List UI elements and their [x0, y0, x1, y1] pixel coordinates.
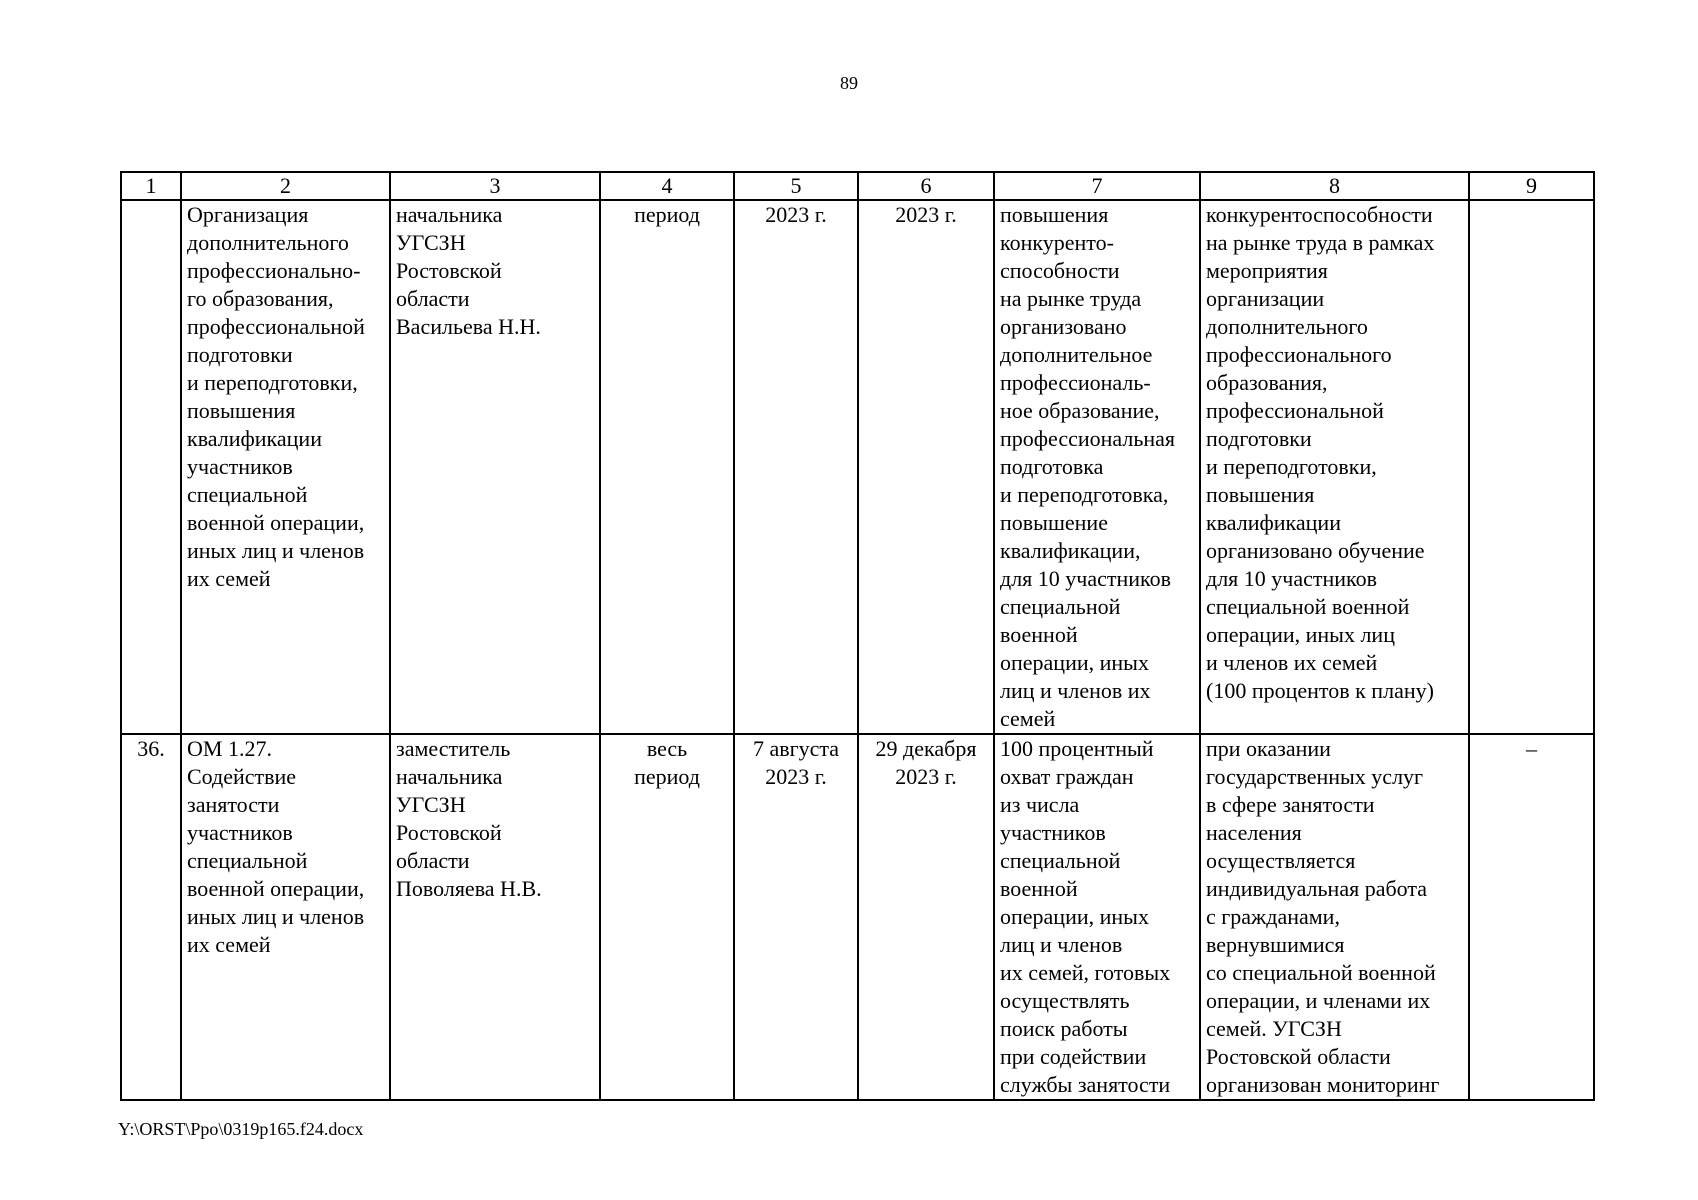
column-number-3: 3 — [390, 172, 600, 200]
responsible-cell: начальника УГСЗН Ростовской области Васильева Н.Н. — [390, 200, 600, 734]
period-cell: период — [600, 200, 734, 734]
responsible-cell: заместитель начальника УГСЗН Ростовской области Поволяева Н.В. — [390, 734, 600, 1100]
column-number-5: 5 — [734, 172, 858, 200]
column-number-2: 2 — [181, 172, 390, 200]
column-number-6: 6 — [858, 172, 994, 200]
start-date-cell: 2023 г. — [734, 200, 858, 734]
expected-result-cell: 100 процентный охват граждан из числа участников специальной военной операции, иных лиц и членов их семей, готовых осуществлять поиск работы при содействии службы занятости — [994, 734, 1200, 1100]
actual-result-cell: при оказании государственных услуг в сфере занятости населения осуществляется индивидуальная работа с гражданами, вернувшимися со специальной военной операции, и членами их семей. УГСЗН Ростовской области организован мониторинг — [1200, 734, 1469, 1100]
column-number-8: 8 — [1200, 172, 1469, 200]
page-number: 89 — [840, 73, 858, 93]
plan-table — [120, 171, 1595, 1101]
end-date-cell: 29 декабря 2023 г. — [858, 734, 994, 1100]
row-number-cell — [121, 200, 181, 734]
row-number-cell: 36. — [121, 734, 181, 1100]
measure-title-cell: Организация дополнительного профессионально- го образования, профессиональной подготовки и переподготовки, повышения квалификации участников специальной военной операции, иных лиц и членов их семей — [181, 200, 390, 734]
column-number-1: 1 — [121, 172, 181, 200]
column-number-4: 4 — [600, 172, 734, 200]
table-row — [121, 734, 1594, 1100]
actual-result-cell: конкурентоспособности на рынке труда в рамках мероприятия организации дополнительного профессионального образования, профессиональной подготовки и переподготовки, повышения квалификации организовано обучение для 10 участников специальной военной операции, иных лиц и членов их семей (100 процентов к плану) — [1200, 200, 1469, 734]
column-number-9: 9 — [1469, 172, 1594, 200]
expected-result-cell: повышения конкуренто- способности на рынке труда организовано дополнительное профессиональ- ное образование, профессиональная подготовка и переподготовка, повышение квалификации, для 10 участников специальной военной операции, иных лиц и членов их семей — [994, 200, 1200, 734]
measure-title-cell: ОМ 1.27. Содействие занятости участников специальной военной операции, иных лиц и членов их семей — [181, 734, 390, 1100]
table-header-row — [121, 172, 1594, 200]
note-cell: – — [1469, 734, 1594, 1100]
note-cell — [1469, 200, 1594, 734]
column-number-7: 7 — [994, 172, 1200, 200]
start-date-cell: 7 августа 2023 г. — [734, 734, 858, 1100]
file-path-footer: Y:\ORST\Ppo\0319p165.f24.docx — [118, 1119, 364, 1139]
end-date-cell: 2023 г. — [858, 200, 994, 734]
table-row — [121, 200, 1594, 734]
period-cell: весь период — [600, 734, 734, 1100]
